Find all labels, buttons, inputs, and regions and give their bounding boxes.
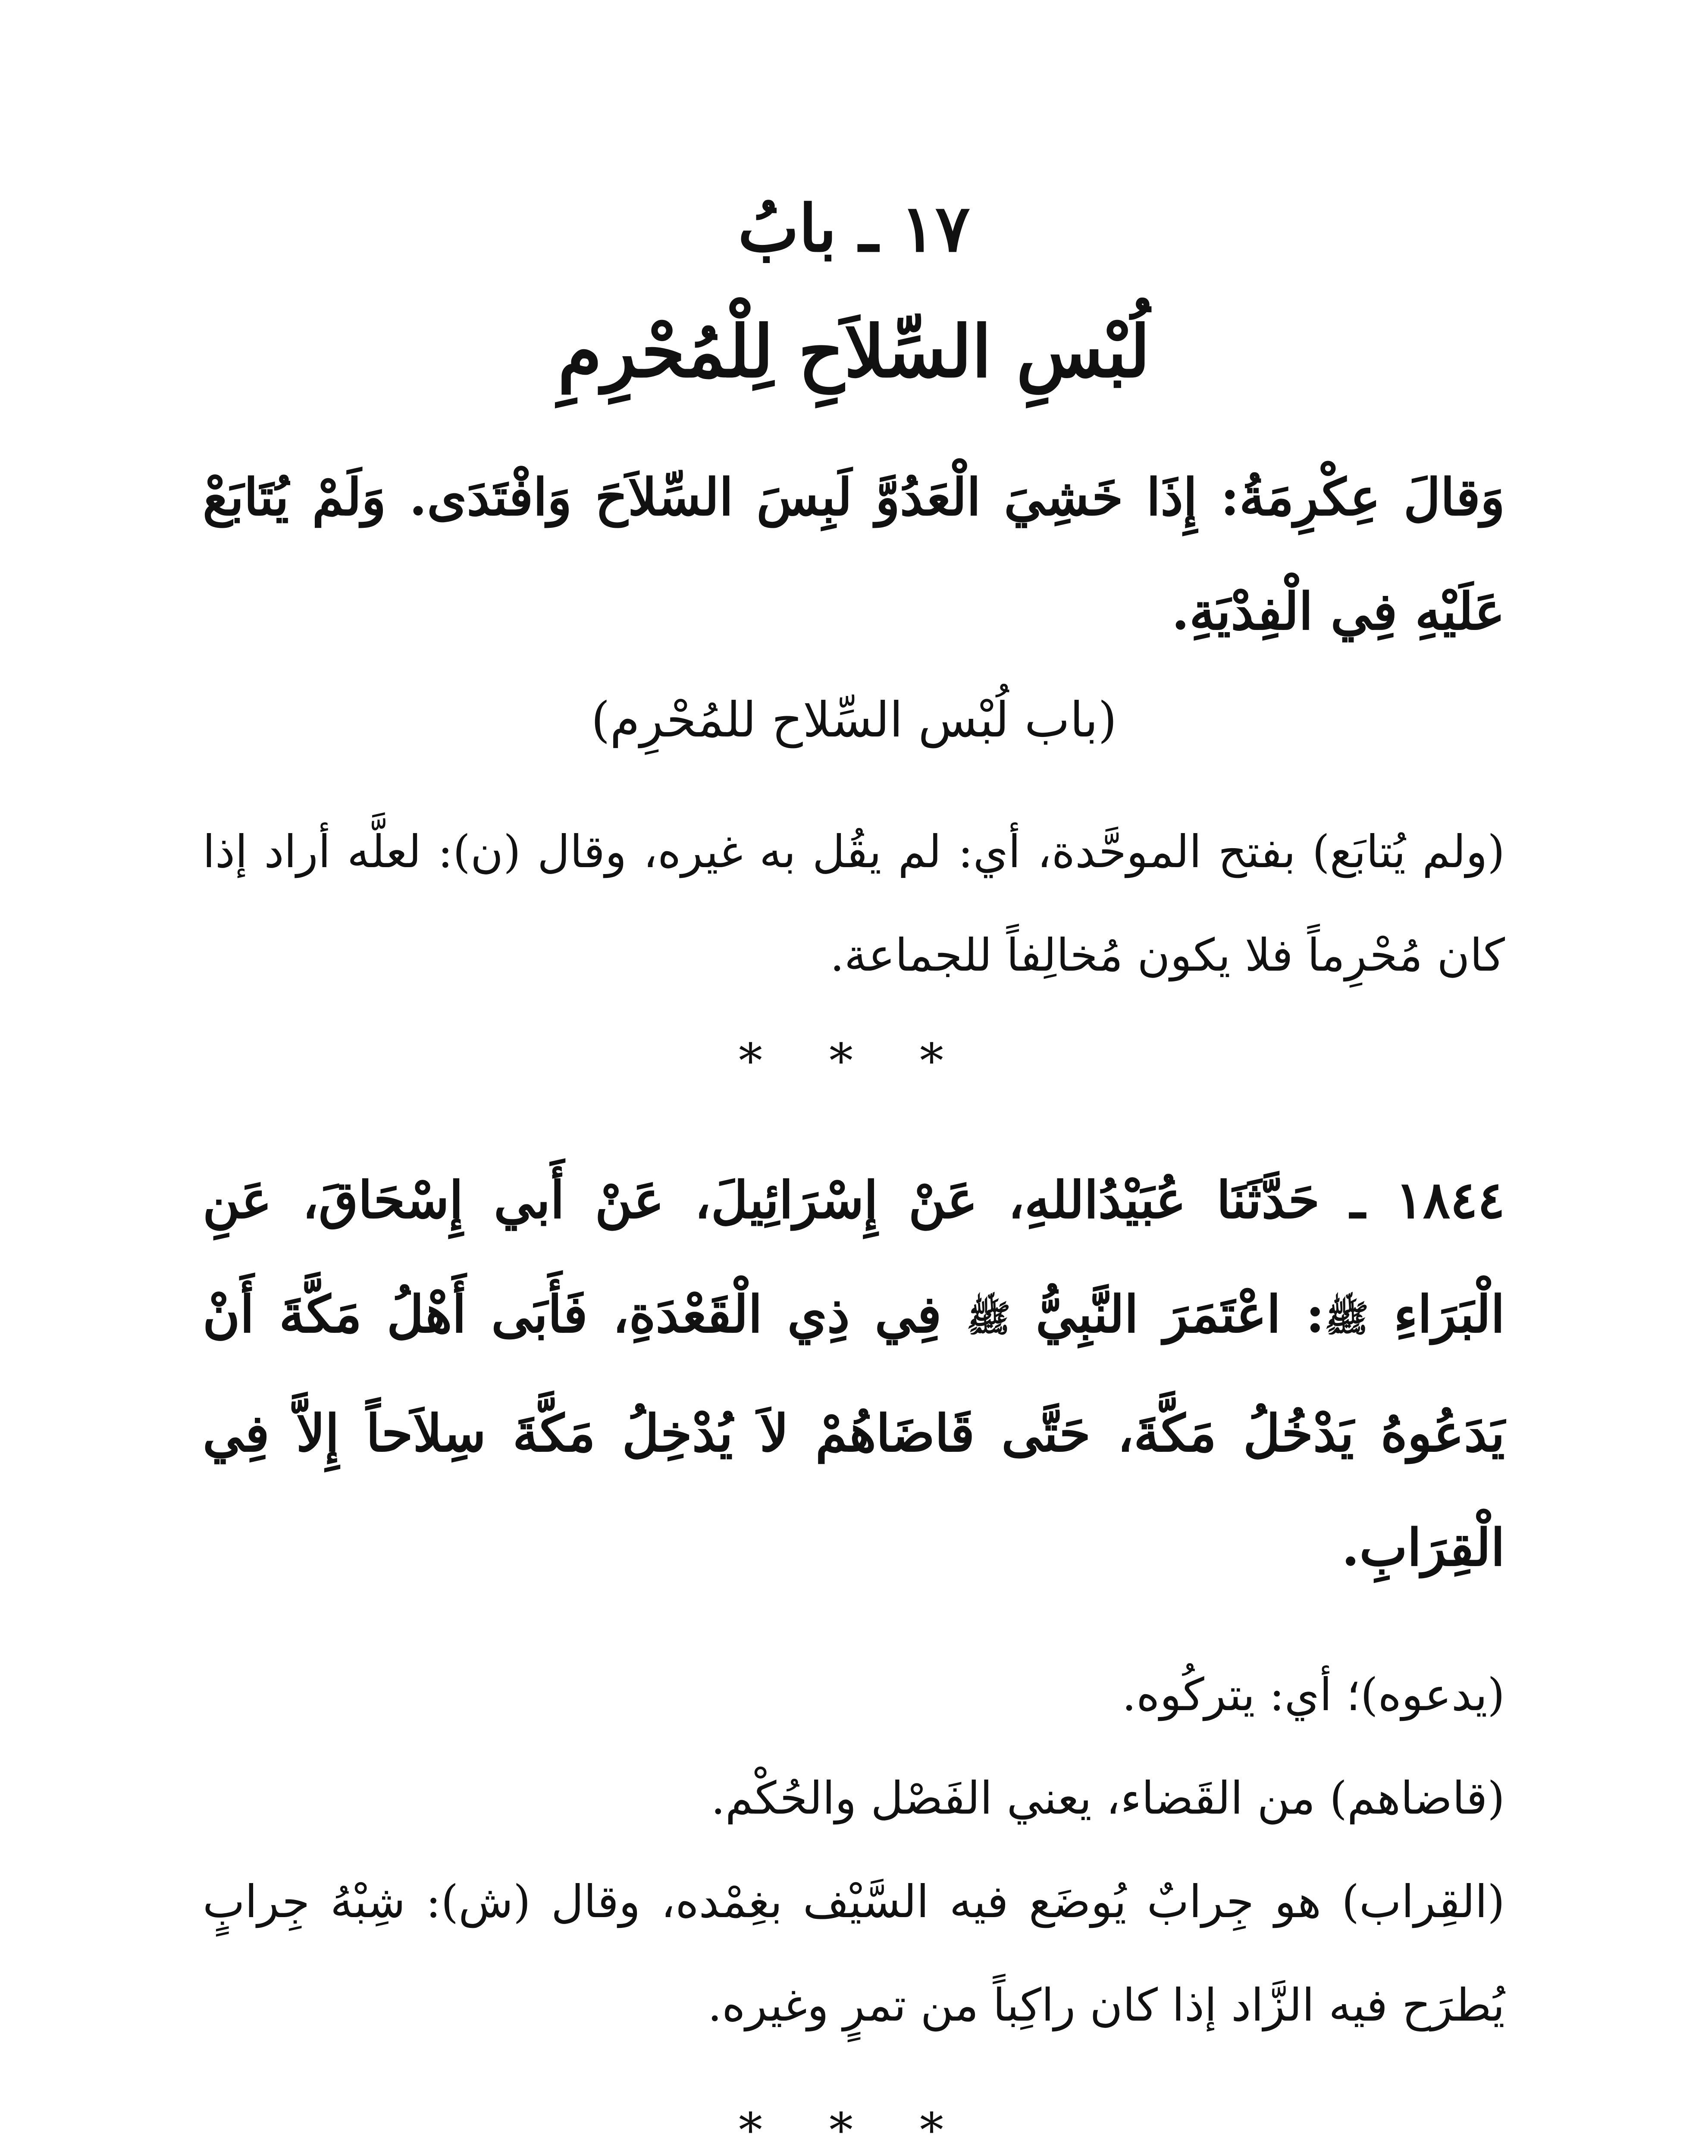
hadith-text-middle: : اعْتَمَرَ النَّبِيُّ xyxy=(1035,1284,1325,1344)
hadith-number: ١٨٤٤ xyxy=(1395,1170,1505,1230)
sharh-paragraph-1: (ولم يُتابَع) بفتح الموحَّدة، أي: لم يقُل به غيره، وقال (ن): لعلَّه أراد إذا كان مُحْرِماً فلا يكون مُخالِفاً للجماعة. xyxy=(203,825,1505,981)
sharh-heading: (باب لُبْس السِّلاح للمُحْرِم) xyxy=(591,692,1117,748)
chapter-heading: ١٧ ـ بابُ xyxy=(738,191,970,266)
ikrima-statement: وَقالَ عِكْرِمَةُ: إِذَا خَشِيَ الْعَدُوَّ لَبِسَ السِّلاَحَ وَافْتَدَى. وَلَمْ يُتَابَعْ عَلَيْهِ فِي الْفِدْيَةِ. xyxy=(203,467,1505,641)
sharh-paragraph-4: (القِراب) هو جِرابٌ يُوضَع فيه السَّيْف بغِمْده، وقال (ش): شِبْهُ جِرابٍ يُطرَح فيه الزَّاد إذا كان راكِباً من تمرٍ وغيره. xyxy=(203,1875,1505,2031)
sharh-paragraph-3: (قاضاهم) من القَضاء، يعني الفَصْل والحُكْم. xyxy=(711,1772,1505,1824)
sharh-paragraph-2: (يدعوه)؛ أي: يتركُوه. xyxy=(1122,1668,1505,1721)
hadith-paragraph xyxy=(203,1143,1505,1604)
chapter-title: لُبْسِ السِّلاَحِ لِلْمُحْرِمِ xyxy=(558,310,1150,393)
hadith-matn: فِي ذِي الْقَعْدَةِ، فَأَبَى أَهْلُ مَكَّةَ أَنْ يَدَعُوهُ يَدْخُلُ مَكَّةَ، حَتَّى قَاضَاهُمْ لاَ يُدْخِلُ مَكَّةَ سِلاَحاً إِلاَّ فِي الْقِرَابِ. xyxy=(203,1284,1505,1577)
hadith-isnad: ـ حَدَّثَنَا عُبَيْدُاللهِ، عَنْ إِسْرَائِيلَ، عَنْ أَبي إِسْحَاقَ، عَنِ الْبَرَاءِ xyxy=(203,1170,1505,1344)
prophet-salutation-icon: ﷺ xyxy=(966,1297,1011,1340)
section-separator: * * * xyxy=(739,2103,969,2156)
section-separator: * * * xyxy=(739,1033,969,1088)
radiya-allah-salutation-icon: ﷺ xyxy=(1324,1297,1369,1340)
